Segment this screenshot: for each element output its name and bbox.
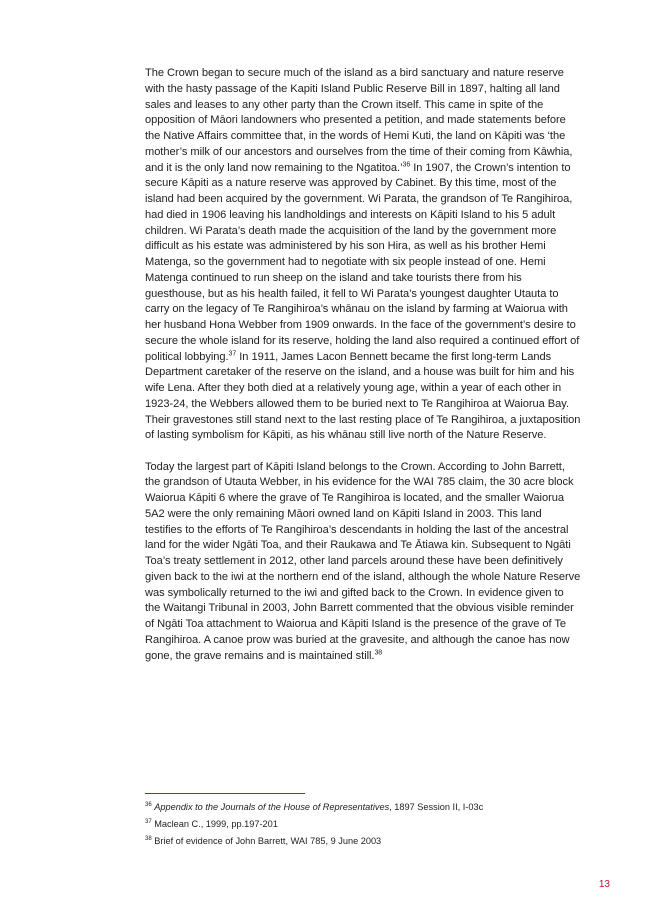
footnote-number: 37 [145,818,152,825]
footnote-ref-38[interactable]: 38 [374,648,383,656]
footnote-ref-37[interactable]: 37 [228,349,237,357]
main-text [145,66,581,664]
footnote-37 [145,818,581,830]
footnote-number: 38 [145,835,152,842]
footnote-text: , 1897 Session II, I-03c [389,802,484,812]
footnote-36 [145,801,581,813]
paragraph-1-part-c: In 1911, James Lacon Bennett became the first long-term Lands Department caretaker of the reserve on the island, and a house was built for him and his wife Lena. After they both died at a relatively young age, within a year of each other in 1923-24, the Webbers allowed them to be buried next to Te Rangihiroa at Waiorua Bay. Their gravestones still stand next to the last resting place of Te Rangihiroa, a juxtaposition of lasting symbolism for Kāpiti, as his whānau still live north of the Nature Reserve. [145,350,581,442]
page-number: 13 [598,879,610,890]
footnote-number: 36 [145,801,152,808]
paragraph-2-part-a: Today the largest part of Kāpiti Island belongs to the Crown. According to John Barrett, the grandson of Utauta Webber, in his evidence for the WAI 785 claim, the 30 acre block Waiorua Kāpiti 6 where the grave of Te Rangihiroa is located, and the smaller Waiorua 5A2 were the only remaining Māori owned land on Kāpiti Island in 2003. This land testifies to the efforts of Te Rangihiroa’s descendants in holding the last of the ancestral land for the wider Ngāti Toa, and their Raukawa and Te Ātiawa kin. Subsequent to Ngāti Toa’s treaty settlement in 2012, other land parcels around these have been definitively given back to the iwi at the northern end of the island, although the whole Nature Reserve was symbolically returned to the iwi and gifted back to the Crown. In evidence given to the Waitangi Tribunal in 2003, John Barrett commented that the obvious visible reminder of Ngāti Toa attachment to Waiorua and Kāpiti Island is the presence of the grave of Te Rangihiroa. A canoe prow was buried at the gravesite, and although the canoe has now gone, the grave remains and is maintained still. [145,460,581,662]
paragraph-1 [145,66,581,444]
footnotes [145,801,581,852]
footnote-title: Appendix to the Journals of the House of Representatives [154,802,390,812]
footnote-text: Brief of evidence of John Barrett, WAI 785, 9 June 2003 [151,836,382,846]
paragraph-2 [145,460,581,665]
footnote-text: Maclean C., 1999, pp.197-201 [151,819,278,829]
paragraph-1-part-a: The Crown began to secure much of the island as a bird sanctuary and nature reserve with the hasty passage of the Kapiti Island Public Reserve Bill in 1897, halting all land sales and leases to any other party than the Crown itself. This came in spite of the opposition of Māori landowners who presented a petition, and made statements before the Native Affairs committee that, in the words of Hemi Kuti, the land on Kāpiti was ‘the mother’s milk of our ancestors and ourselves from the time of their coming from Kāwhia, and it is the only land now remaining to the Ngatitoa.’ [145,67,573,174]
footnote-ref-36[interactable]: 36 [402,160,411,168]
footnote-38 [145,835,581,847]
footnote-divider [145,793,305,794]
paragraph-1-part-b: In 1907, the Crown’s intention to secure Kāpiti as a nature reserve was approved by Cabinet. By this time, most of the island had been acquired by the government. Wi Parata, the grandson of Te Rangihiroa, had died in 1906 leaving his landholdings and interests on Kāpiti Island to his 5 adult children. Wi Parata’s death made the acquisition of the land by the government more difficult as his estate was administered by his son Hira, as well as his brother Hemi Matenga, so the government had to negotiate with six people instead of one. Hemi Matenga continued to run sheep on the island and take tourists there from his guesthouse, but as his health failed, it fell to Wi Parata’s youngest daughter Utauta to carry on the legacy of Te Rangihiroa’s whānau on the island by farming at Waiorua with her husband Hona Webber from 1909 onwards. In the face of the government’s desire to secure the whole island for its reserve, holding the land also required a continued effort of political lobbying. [145,161,580,363]
